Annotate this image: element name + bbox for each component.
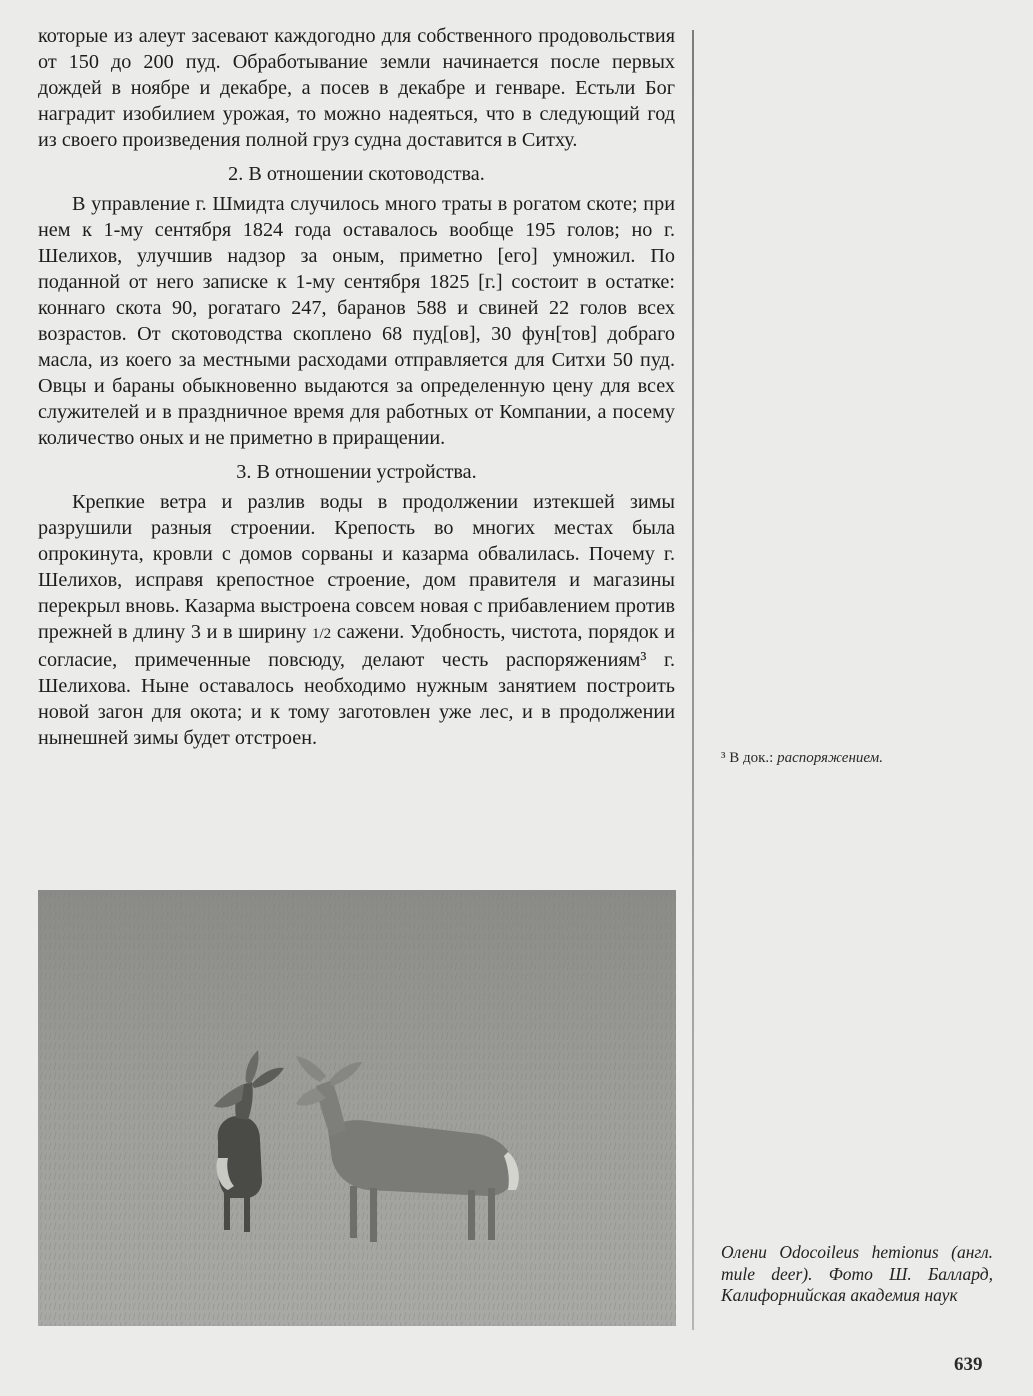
deer-photo-illustration [38,890,676,1326]
section-heading-construction: 3. В отношении устройства. [236,460,477,483]
footnote-marker: ³ В док.: [721,750,774,766]
paragraph-construction [38,490,675,751]
column-divider [692,30,694,1330]
section-heading-livestock: 2. В отношении скотоводства. [228,162,485,185]
footnote [721,750,1011,767]
page-number: 639 [954,1354,983,1375]
main-text-column [38,24,675,751]
deer-photo [38,890,676,1326]
paragraph-crops: которые из алеут засевают каждогодно для собственного продовольствия от 150 до 200 пуд. Обработывание земли начинается после первых дождей в ноябре и декабре, а посев в декабре и генваре. Естьли Бог наградит изобилием урожая, то можно надеяться, что в следующий год из своего произведения полной груз судна доставится в Ситху. [38,25,675,151]
paragraph-construction-part2: сажени. Удобность, чистота, порядок и согласие, примеченные повсюду, делают честь распоряжениям³ г. Шелихова. Ныне оставалось необходимо нужным занятием построить новой загон для окота; и к тому заготовлен уже лес, и в продолжении нынешней зимы будет отстроен. [38,620,675,749]
paragraph-construction-part1: Крепкие ветра и разлив воды в продолжении изтекшей зимы разрушили разныя строении. Крепость во многих местах была опрокинута, кровли с домов сорваны и казарма обвалилась. Почему г. Шелихов, исправя крепостное строение, дом правителя и магазины перекрыл вновь. Казарма выстроена совсем новая с прибавлением против прежней в длину 3 и в ширину [38,491,675,643]
footnote-emphasis: распоряжением. [777,750,883,766]
fraction-half: 1/2 [312,625,332,642]
paragraph-livestock: В управление г. Шмидта случилось много траты в рогатом скоте; при нем к 1-му сентября 1824 года оставалось вообще 195 голов; но г. Шелихов, улучшив надзор за оным, приметно [его] умножил. По поданной от него записке к 1-му сентября 1825 [г.] состоит в остатке: коннаго скота 90, рогатаго 247, баранов 588 и свиней 22 голов всех возрастов. От скотоводства скоплено 68 пуд[ов], 30 фун[тов] добраго масла, из коего за местными расходами отправляется для Ситхи 50 пуд. Овцы и бараны обыкновенно выдаются за определенную цену для всех служителей и в праздничное время для работных от Компании, а посему количество оных и не приметно в приращении. [38,193,675,449]
photo-caption: Олени Odocoileus hemionus (англ. mule deer). Фото Ш. Баллард, Калифорнийская академия наук [721,1242,993,1305]
